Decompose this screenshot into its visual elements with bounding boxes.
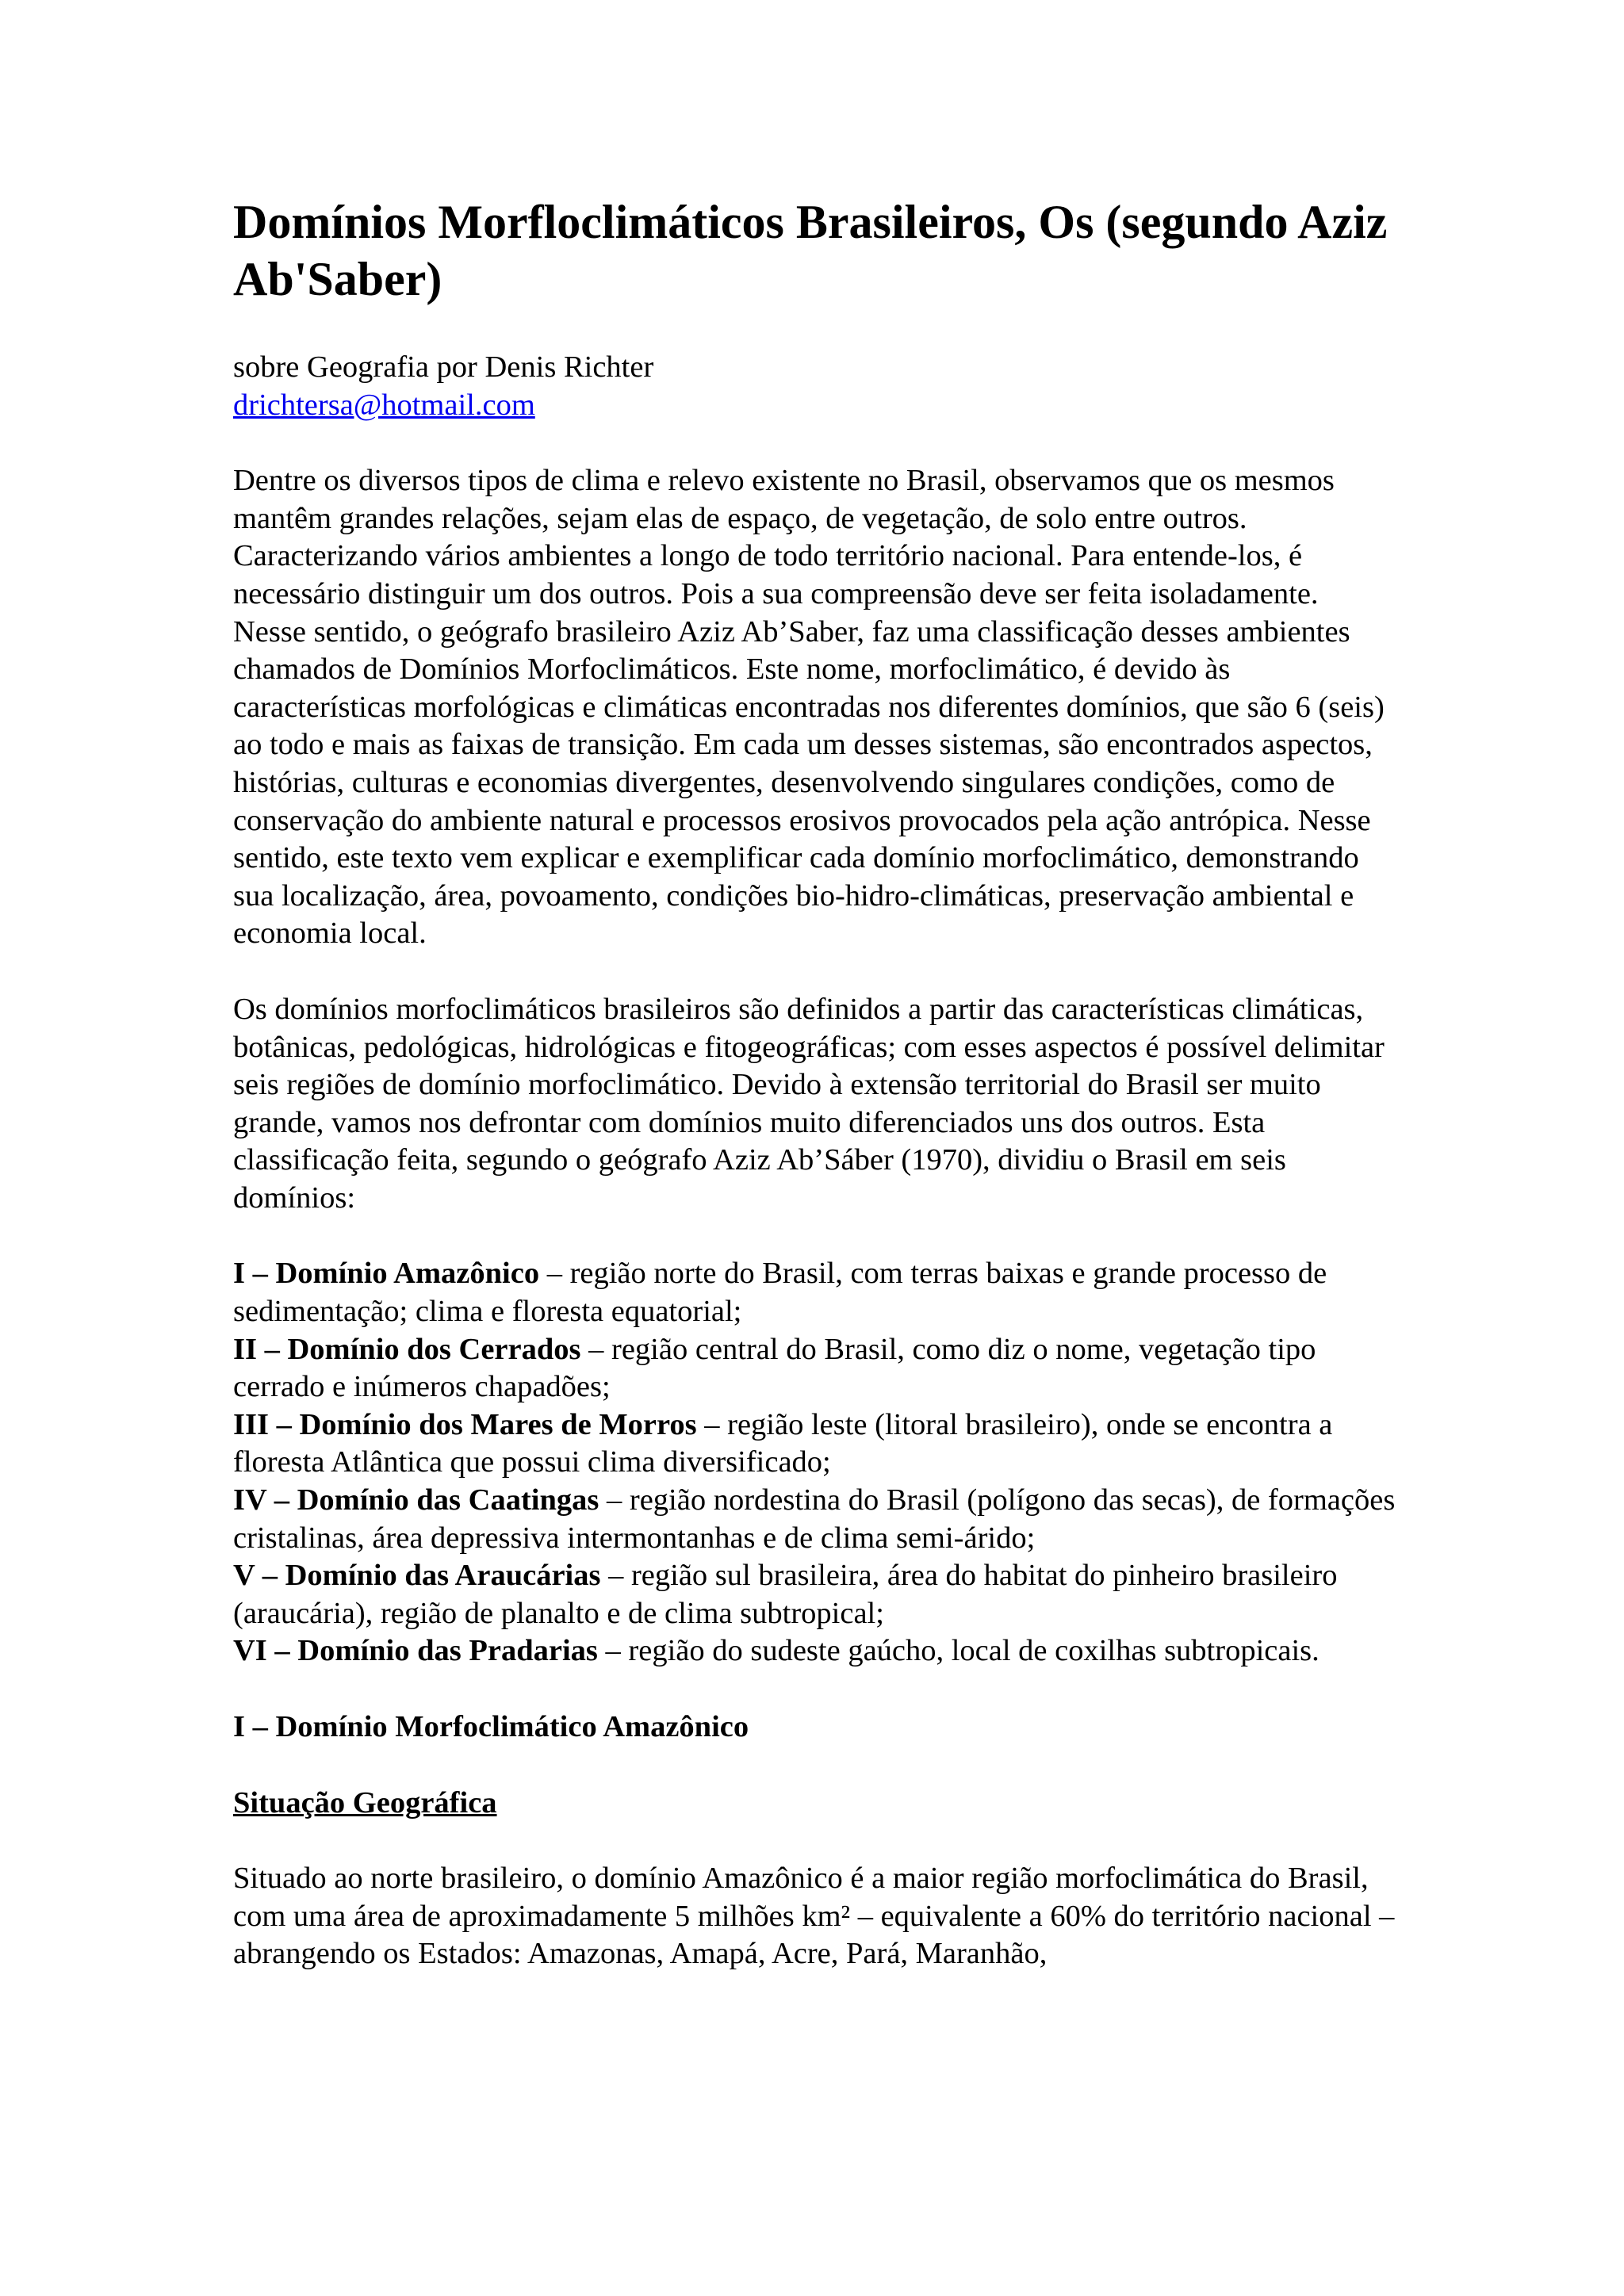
- author-line: sobre Geografia por Denis Richter: [233, 350, 654, 384]
- domain-description: – região sul brasileira, área do habitat do pinheiro brasileiro (araucária), região de planalto e de clima subtropical;: [233, 1559, 1338, 1630]
- domain-description: – região leste (litoral brasileiro), onde se encontra a floresta Atlântica que possui clima diversificado;: [233, 1407, 1333, 1479]
- domain-label: II – Domínio dos Cerrados: [233, 1332, 581, 1366]
- document-title: Domínios Morfloclimáticos Brasileiros, Os (segundo Aziz Ab'Saber): [233, 196, 1388, 305]
- domain-item-mares-de-morros: [233, 1406, 1399, 1482]
- domain-description: – região central do Brasil, como diz o nome, vegetação tipo cerrado e inúmeros chapadões;: [233, 1332, 1316, 1404]
- domain-list: [233, 1255, 1399, 1670]
- domain-item-pradarias: [233, 1632, 1399, 1670]
- byline-block: [233, 349, 1399, 424]
- domain-item-caatingas: [233, 1482, 1399, 1557]
- section-paragraph: Situado ao norte brasileiro, o domínio Amazônico é a maior região morfoclimática do Brasil, com uma área de aproximadamente 5 milhões km² – equivalente a 60% do território nacional – abrangendo os Estados: Amazonas, Amapá, Acre, Pará, Maranhão,: [233, 1862, 1395, 1971]
- document-page: [233, 193, 1399, 1973]
- domain-description: – região norte do Brasil, com terras baixas e grande processo de sedimentação; clima e floresta equatorial;: [233, 1257, 1327, 1329]
- domain-item-amazonico: [233, 1255, 1399, 1330]
- domain-description: – região do sudeste gaúcho, local de coxilhas subtropicais.: [597, 1634, 1320, 1668]
- intro-paragraph: Dentre os diversos tipos de clima e relevo existente no Brasil, observamos que os mesmos mantêm grandes relações, sejam elas de espaço, de vegetação, de solo entre outros. Caracterizando vários ambientes a longo de todo território nacional. Para entende-los, é necessário distinguir um dos outros. Pois a sua compreensão deve ser feita isoladamente. Nesse sentido, o geógrafo brasileiro Aziz Ab’Saber, faz uma classificação desses ambientes chamados de Domínios Morfoclimáticos. Este nome, morfoclimático, é devido às características morfológicas e climáticas encontradas nos diferentes domínios, que são 6 (seis) ao todo e mais as faixas de transição. Em cada um desses sistemas, são encontrados aspectos, histórias, culturas e economias divergentes, desenvolvendo singulares condições, como de conservação do ambiente natural e processos erosivos provocados pela ação antrópica. Nesse sentido, este texto vem explicar e exemplificar cada domínio morfoclimático, demonstrando sua localização, área, povoamento, condições bio-hidro-climáticas, preservação ambiental e economia local.: [233, 464, 1385, 951]
- author-email-link[interactable]: drichtersa@hotmail.com: [233, 388, 535, 422]
- subsection-heading: Situação Geográfica: [233, 1785, 497, 1820]
- domain-item-cerrados: [233, 1331, 1399, 1406]
- domain-label: I – Domínio Amazônico: [233, 1257, 540, 1291]
- domain-label: VI – Domínio das Pradarias: [233, 1634, 598, 1668]
- domain-label: IV – Domínio das Caatingas: [233, 1483, 599, 1517]
- section-heading: I – Domínio Morfoclimático Amazônico: [233, 1710, 749, 1743]
- domain-item-araucarias: [233, 1557, 1399, 1632]
- domain-label: V – Domínio das Araucárias: [233, 1559, 601, 1593]
- domain-label: III – Domínio dos Mares de Morros: [233, 1407, 697, 1441]
- classification-paragraph: Os domínios morfoclimáticos brasileiros são definidos a partir das características climáticas, botânicas, pedológicas, hidrológicas e fitogeográficas; com esses aspectos é possível delimitar seis regiões de domínio morfoclimático. Devido à extensão territorial do Brasil ser muito grande, vamos nos defrontar com domínios muito diferenciados uns dos outros. Esta classificação feita, segundo o geógrafo Aziz Ab’Sáber (1970), dividiu o Brasil em seis domínios:: [233, 992, 1385, 1215]
- domain-description: – região nordestina do Brasil (polígono das secas), de formações cristalinas, área depressiva intermontanhas e de clima semi-árido;: [233, 1483, 1396, 1555]
